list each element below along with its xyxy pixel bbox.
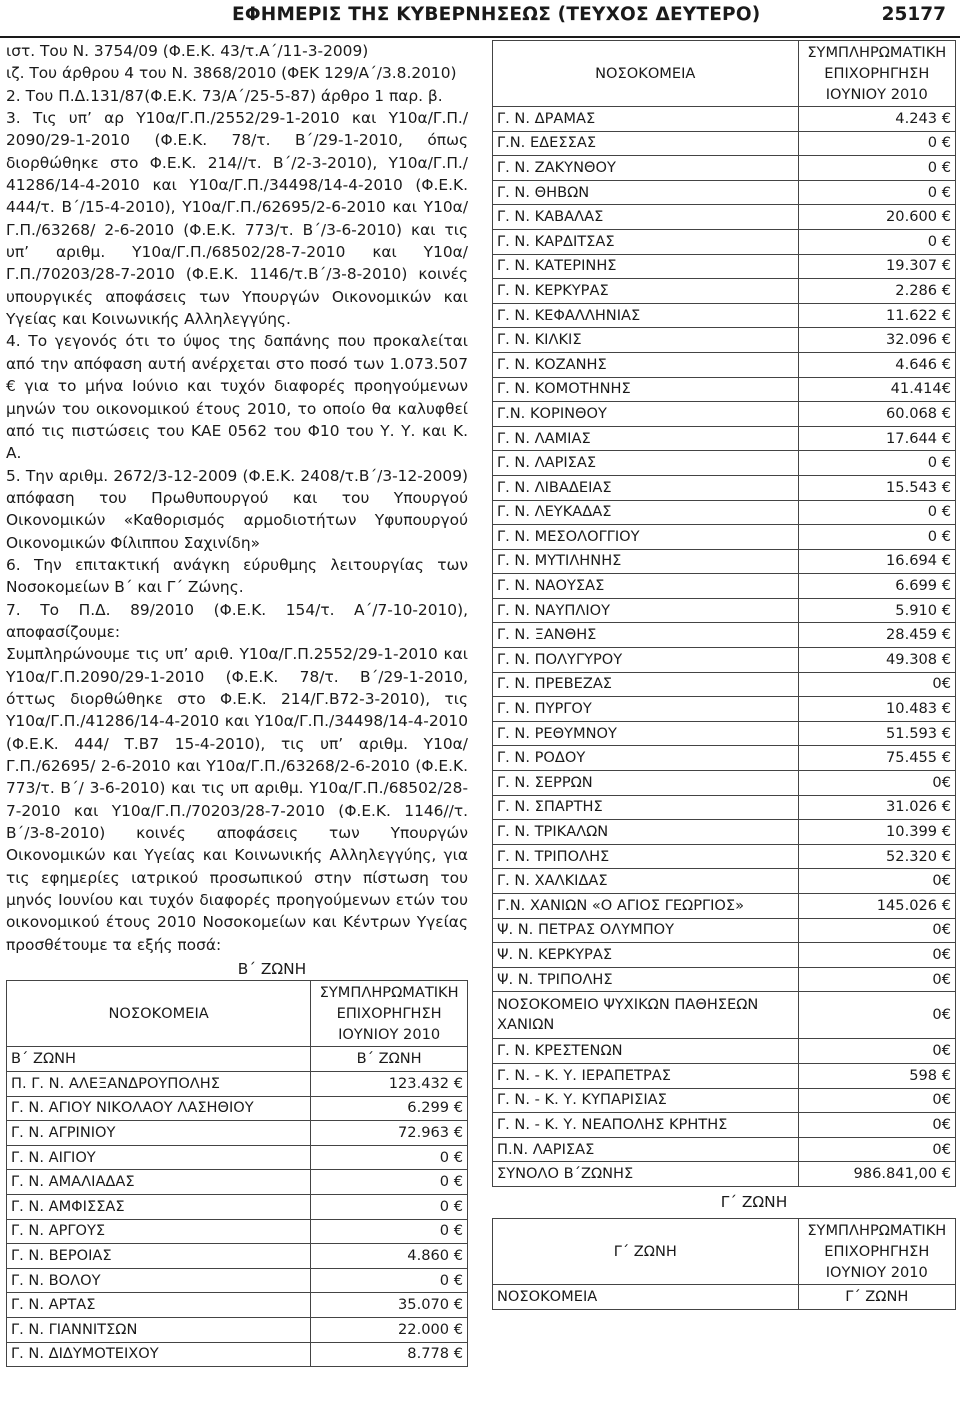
left-column bbox=[6, 40, 468, 1367]
zone-b-table-part2 bbox=[492, 40, 956, 1187]
paragraph: 7. Το Π.Δ. 89/2010 (Φ.Ε.Κ. 154/τ. Α΄/7-10-2010), αποφασίζουμε: bbox=[6, 600, 468, 641]
table-row bbox=[493, 918, 956, 943]
table-row bbox=[493, 180, 956, 205]
zone-b-table-part1 bbox=[6, 980, 468, 1367]
hospital-name: Γ. Ν. ΤΡΙΠΟΛΗΣ bbox=[493, 844, 799, 869]
hospital-name: Γ.Ν. ΚΟΡΙΝΘΟΥ bbox=[493, 402, 799, 427]
hospital-name: ΝΟΣΟΚΟΜΕΙΟ ΨΥΧΙΚΩΝ ΠΑΘΗΣΕΩΝ ΧΑΝΙΩΝ bbox=[493, 992, 799, 1039]
hospital-name: Γ. Ν. - Κ. Υ. ΚΥΠΑΡΙΣΙΑΣ bbox=[493, 1088, 799, 1113]
hospital-name: Γ. Ν. ΡΟΔΟΥ bbox=[493, 746, 799, 771]
right-column bbox=[492, 40, 956, 1310]
table-row bbox=[493, 229, 956, 254]
col-amount-header: ΣΥΜΠΛΗΡΩΜΑΤΙΚΗ ΕΠΙΧΟΡΗΓΗΣΗ ΙΟΥΝΙΟΥ 2010 bbox=[311, 981, 468, 1047]
col-zone-sub: Γ΄ ΖΩΝΗ bbox=[798, 1284, 955, 1309]
table-row bbox=[493, 943, 956, 968]
grant-amount: 11.622 € bbox=[798, 303, 955, 328]
table-row bbox=[493, 205, 956, 230]
hospital-name: Γ. Ν. ΣΕΡΡΩΝ bbox=[493, 771, 799, 796]
paragraph: 6. Την επιτακτική ανάγκη εύρυθμης λειτουργίας των Νοσοκομείων Β΄ και Γ΄ Ζώνης. bbox=[6, 555, 468, 597]
hospital-name: Γ. Ν. ΑΜΦΙΣΣΑΣ bbox=[7, 1195, 311, 1220]
hospital-name: Γ. Ν. ΠΥΡΓΟΥ bbox=[493, 697, 799, 722]
grant-amount: 28.459 € bbox=[798, 623, 955, 648]
table-row bbox=[7, 1195, 468, 1220]
hospital-name: Γ. Ν. ΛΑΜΙΑΣ bbox=[493, 426, 799, 451]
table-row bbox=[7, 1072, 468, 1097]
hospital-name: Γ. Ν. ΣΠΑΡΤΗΣ bbox=[493, 795, 799, 820]
table-header-row bbox=[7, 981, 468, 1047]
hospital-name: ΣΥΝΟΛΟ Β΄ΖΩΝΗΣ bbox=[493, 1162, 799, 1187]
table-subheader-row bbox=[7, 1047, 468, 1072]
page-header bbox=[0, 0, 960, 38]
table-row bbox=[7, 1317, 468, 1342]
grant-amount: 0€ bbox=[798, 1137, 955, 1162]
hospital-name: Ψ. Ν. ΤΡΙΠΟΛΗΣ bbox=[493, 967, 799, 992]
grant-amount: 15.543 € bbox=[798, 475, 955, 500]
grant-amount: 0 € bbox=[798, 156, 955, 181]
paragraph: ιζ. Του άρθρου 4 του Ν. 3868/2010 (ΦΕΚ 129/Α΄/3.8.2010) bbox=[6, 64, 457, 83]
hospital-name: Γ. Ν. ΑΙΓΙΟΥ bbox=[7, 1145, 311, 1170]
table-row bbox=[493, 402, 956, 427]
grant-amount: 123.432 € bbox=[311, 1072, 468, 1097]
grant-amount: 0 € bbox=[798, 180, 955, 205]
table-row bbox=[7, 1268, 468, 1293]
grant-amount: 0 € bbox=[311, 1219, 468, 1244]
table-row bbox=[493, 771, 956, 796]
grant-amount: 10.399 € bbox=[798, 820, 955, 845]
hospital-name: Γ. Ν. ΚΑΤΕΡΙΝΗΣ bbox=[493, 254, 799, 279]
table-row bbox=[493, 254, 956, 279]
table-row bbox=[493, 377, 956, 402]
hospital-name: Γ. Ν. ΖΑΚΥΝΘΟΥ bbox=[493, 156, 799, 181]
grant-amount: 49.308 € bbox=[798, 648, 955, 673]
table-row bbox=[7, 1170, 468, 1195]
page-number: 25177 bbox=[881, 4, 946, 25]
hospital-name: Ψ. Ν. ΚΕΡΚΥΡΑΣ bbox=[493, 943, 799, 968]
grant-amount: 0€ bbox=[798, 771, 955, 796]
table-row bbox=[7, 1244, 468, 1269]
table-row bbox=[493, 746, 956, 771]
paragraph: ιστ. Του Ν. 3754/09 (Φ.Ε.Κ. 43/τ.Α΄/11-3-2009) bbox=[6, 42, 369, 60]
hospital-name: Γ. Ν. ΛΑΡΙΣΑΣ bbox=[493, 451, 799, 476]
grant-amount: 0 € bbox=[311, 1170, 468, 1195]
table-row bbox=[493, 795, 956, 820]
grant-amount: 598 € bbox=[798, 1063, 955, 1088]
grant-amount: 0 € bbox=[798, 525, 955, 550]
table-header-row bbox=[493, 41, 956, 107]
hospital-name: Γ. Ν. ΘΗΒΩΝ bbox=[493, 180, 799, 205]
table-row bbox=[493, 844, 956, 869]
paragraph: 4. Το γεγονός ότι το ύψος της δαπάνης που προκαλείται από την απόφαση αυτή ανέρχεται στο ποσό των 1.073.507 € για το μήνα Ιούνιο και τυχόν διαφορές προηγούμενων μηνών του οικονομικού έτους 2010, το οποίο θα καλυφθεί από τις πιστώσεις του ΚΑΕ 0562 του Φ10 του Υ. Υ. και Κ. Α. bbox=[6, 332, 468, 463]
hospital-name: Γ. Ν. ΚΑΒΑΛΑΣ bbox=[493, 205, 799, 230]
gazette-title: ΕΦΗΜΕΡΙΣ ΤΗΣ ΚΥΒΕΡΝΗΣΕΩΣ (ΤΕΥΧΟΣ ΔΕΥΤΕΡΟ) bbox=[232, 4, 761, 25]
table-row bbox=[7, 1145, 468, 1170]
grant-amount: 0 € bbox=[311, 1268, 468, 1293]
grant-amount: 41.414€ bbox=[798, 377, 955, 402]
hospital-name: Γ. Ν. ΛΙΒΑΔΕΙΑΣ bbox=[493, 475, 799, 500]
hospital-name: Γ. Ν. - Κ. Υ. ΙΕΡΑΠΕΤΡΑΣ bbox=[493, 1063, 799, 1088]
hospital-name: Γ. Ν. ΠΡΕΒΕΖΑΣ bbox=[493, 672, 799, 697]
grant-amount: 5.910 € bbox=[798, 598, 955, 623]
grant-amount: 4.646 € bbox=[798, 352, 955, 377]
table-row bbox=[493, 475, 956, 500]
grant-amount: 0€ bbox=[798, 869, 955, 894]
table-row bbox=[7, 1293, 468, 1318]
hospital-name: Γ.Ν. ΧΑΝΙΩΝ «Ο ΑΓΙΟΣ ΓΕΩΡΓΙΟΣ» bbox=[493, 894, 799, 919]
hospital-name: Γ. Ν. ΚΑΡΔΙΤΣΑΣ bbox=[493, 229, 799, 254]
table-row bbox=[493, 1162, 956, 1187]
grant-amount: 0€ bbox=[798, 918, 955, 943]
hospital-name: Γ. Ν. ΔΡΑΜΑΣ bbox=[493, 107, 799, 132]
grant-amount: 0 € bbox=[798, 451, 955, 476]
grant-amount: 0 € bbox=[311, 1145, 468, 1170]
hospital-name: Γ. Ν. ΑΡΤΑΣ bbox=[7, 1293, 311, 1318]
grant-amount: 6.699 € bbox=[798, 574, 955, 599]
hospital-name: Γ. Ν. ΝΑΟΥΣΑΣ bbox=[493, 574, 799, 599]
hospital-name: Γ. Ν. ΚΕΦΑΛΛΗΝΙΑΣ bbox=[493, 303, 799, 328]
table-row bbox=[493, 869, 956, 894]
grant-amount: 35.070 € bbox=[311, 1293, 468, 1318]
sub-zone-right: Β΄ ΖΩΝΗ bbox=[311, 1047, 468, 1072]
table-row bbox=[493, 328, 956, 353]
hospital-name: Γ. Ν. ΚΕΡΚΥΡΑΣ bbox=[493, 279, 799, 304]
table-row bbox=[493, 549, 956, 574]
grant-amount: 0€ bbox=[798, 992, 955, 1039]
grant-amount: 17.644 € bbox=[798, 426, 955, 451]
table-row bbox=[493, 894, 956, 919]
hospital-name: Π. Γ. Ν. ΑΛΕΞΑΝΔΡΟΥΠΟΛΗΣ bbox=[7, 1072, 311, 1097]
table-row bbox=[493, 623, 956, 648]
grant-amount: 4.243 € bbox=[798, 107, 955, 132]
grant-amount: 72.963 € bbox=[311, 1121, 468, 1146]
col-hospitals-header: ΝΟΣΟΚΟΜΕΙΑ bbox=[493, 1284, 799, 1309]
table-row bbox=[493, 525, 956, 550]
col-zone-header: Γ΄ ΖΩΝΗ bbox=[493, 1218, 799, 1284]
grant-amount: 0€ bbox=[798, 1113, 955, 1138]
hospital-name: Γ. Ν. ΡΕΘΥΜΝΟΥ bbox=[493, 721, 799, 746]
hospital-name: Γ. Ν. ΑΓΙΟΥ ΝΙΚΟΛΑΟΥ ΛΑΣΗΘΙΟΥ bbox=[7, 1096, 311, 1121]
hospital-name: Γ. Ν. ΓΙΑΝΝΙΤΣΩΝ bbox=[7, 1317, 311, 1342]
hospital-name: Π.Ν. ΛΑΡΙΣΑΣ bbox=[493, 1137, 799, 1162]
grant-amount: 19.307 € bbox=[798, 254, 955, 279]
grant-amount: 75.455 € bbox=[798, 746, 955, 771]
grant-amount: 0€ bbox=[798, 1039, 955, 1064]
hospital-name: Γ. Ν. ΛΕΥΚΑΔΑΣ bbox=[493, 500, 799, 525]
grant-amount: 60.068 € bbox=[798, 402, 955, 427]
hospital-name: Γ. Ν. ΠΟΛΥΓΥΡΟΥ bbox=[493, 648, 799, 673]
grant-amount: 0€ bbox=[798, 943, 955, 968]
body-text bbox=[6, 40, 468, 956]
hospital-name: Γ. Ν. ΚΙΛΚΙΣ bbox=[493, 328, 799, 353]
grant-amount: 0 € bbox=[311, 1195, 468, 1220]
table-row bbox=[493, 303, 956, 328]
table-row bbox=[493, 156, 956, 181]
table-row bbox=[7, 1121, 468, 1146]
hospital-name: Γ. Ν. ΒΟΛΟΥ bbox=[7, 1268, 311, 1293]
grant-amount: 51.593 € bbox=[798, 721, 955, 746]
grant-amount: 986.841,00 € bbox=[798, 1162, 955, 1187]
table-header-row bbox=[493, 1218, 956, 1284]
hospital-name: Γ. Ν. ΑΡΓΟΥΣ bbox=[7, 1219, 311, 1244]
hospital-name: Ψ. Ν. ΠΕΤΡΑΣ ΟΛΥΜΠΟΥ bbox=[493, 918, 799, 943]
grant-amount: 0 € bbox=[798, 131, 955, 156]
grant-amount: 8.778 € bbox=[311, 1342, 468, 1367]
paragraph: 2. Του Π.Δ.131/87(Φ.Ε.Κ. 73/Α΄/25-5-87) άρθρο 1 παρ. β. bbox=[6, 86, 443, 105]
table-row bbox=[493, 131, 956, 156]
col-amount-header: ΣΥΜΠΛΗΡΩΜΑΤΙΚΗ ΕΠΙΧΟΡΗΓΗΣΗ ΙΟΥΝΙΟΥ 2010 bbox=[798, 1218, 955, 1284]
table-row bbox=[493, 279, 956, 304]
table-row bbox=[493, 1137, 956, 1162]
paragraph: 5. Την αριθμ. 2672/3-12-2009 (Φ.Ε.Κ. 2408/τ.Β΄/3-12-2009) απόφαση του Πρωθυπουργού και του Υπουργού Οικονομικών «Καθορισμός αρμοδιοτήτων Υφυπουργού Οικονομικών Φίλιππου Σαχινίδη» bbox=[6, 466, 468, 552]
table-row bbox=[493, 1063, 956, 1088]
hospital-name: Γ. Ν. ΚΡΕΣΤΕΝΩΝ bbox=[493, 1039, 799, 1064]
table-row bbox=[493, 672, 956, 697]
table-row bbox=[493, 451, 956, 476]
hospital-name: Γ. Ν. ΚΟΜΟΤΗΝΗΣ bbox=[493, 377, 799, 402]
grant-amount: 0€ bbox=[798, 672, 955, 697]
table-row bbox=[493, 820, 956, 845]
zone-b-title: Β΄ ΖΩΝΗ bbox=[237, 960, 307, 979]
table-row bbox=[493, 1113, 956, 1138]
hospital-name: Γ. Ν. ΔΙΔΥΜΟΤΕΙΧΟΥ bbox=[7, 1342, 311, 1367]
table-row bbox=[493, 1039, 956, 1064]
table-row bbox=[493, 574, 956, 599]
hospital-name: Γ. Ν. ΞΑΝΘΗΣ bbox=[493, 623, 799, 648]
grant-amount: 0€ bbox=[798, 967, 955, 992]
col-hospitals-header: ΝΟΣΟΚΟΜΕΙΑ bbox=[493, 41, 799, 107]
grant-amount: 20.600 € bbox=[798, 205, 955, 230]
grant-amount: 32.096 € bbox=[798, 328, 955, 353]
table-row bbox=[7, 1342, 468, 1367]
grant-amount: 31.026 € bbox=[798, 795, 955, 820]
grant-amount: 22.000 € bbox=[311, 1317, 468, 1342]
paragraph: Συμπληρώνουμε τις υπ’ αριθ. Υ10α/Γ.Π.2552/29-1-2010 και Υ10α/Γ.Π.2090/29-1-2010 (Φ.Ε.Κ. 78/τ. Β΄/29-1-2010, όττως διορθώθηκε στο Φ.Ε.Κ. 214/Γ.Β72-3-2010), τις Υ10α/Γ.Π./41286/14-4-2010 και Υ10α/Γ.Π./34498/14-4-2010 (Φ.Ε.Κ. 444/ Τ.Β7 15-4-2010), τις υπ’ αριθμ. Υ10α/Γ.Π./62695/ 2-6-2010 και Υ10α/Γ.Π./63268/2-6-2010 (Φ.Ε.Κ. 773/τ. Β΄/ 3-6-2010) και τις υπ αριθμ. Υ10α/Γ.Π./68502/28-7-2010 και Υ10α/Γ.Π./70203/28-7-2010 (Φ.Ε.Κ. 1146//τ. Β΄/3-8-2010) κοινές αποφάσεις των Υπουργών Οικονομικών και Υγείας και Κοινωνικής Αλληλεγγύης, για τις εφημερίες ιατρικού προσωπικού στην πίστωση του μηνός Ιουνίου και τυχόν διαφορές προηγούμενων ετών του οικονομικού έτους 2010 Νοσοκομείων και Κέντρων Υγείας προσθέτουμε τα εξής ποσά: bbox=[6, 645, 468, 954]
table-row bbox=[493, 967, 956, 992]
table-row bbox=[493, 107, 956, 132]
hospital-name: Γ. Ν. ΝΑΥΠΛΙΟΥ bbox=[493, 598, 799, 623]
grant-amount: 10.483 € bbox=[798, 697, 955, 722]
hospital-name: Γ. Ν. ΜΥΤΙΛΗΝΗΣ bbox=[493, 549, 799, 574]
hospital-name: Γ. Ν. ΤΡΙΚΑΛΩΝ bbox=[493, 820, 799, 845]
hospital-name: Γ. Ν. ΒΕΡΟΙΑΣ bbox=[7, 1244, 311, 1269]
zone-c-title: Γ΄ ΖΩΝΗ bbox=[720, 1192, 788, 1211]
hospital-name: Γ. Ν. ΑΓΡΙΝΙΟΥ bbox=[7, 1121, 311, 1146]
table-row bbox=[493, 721, 956, 746]
hospital-name: Γ. Ν. ΑΜΑΛΙΑΔΑΣ bbox=[7, 1170, 311, 1195]
col-hospitals-header: ΝΟΣΟΚΟΜΕΙΑ bbox=[7, 981, 311, 1047]
grant-amount: 0€ bbox=[798, 1088, 955, 1113]
hospital-name: Γ. Ν. - Κ. Υ. ΝΕΑΠΟΛΗΣ ΚΡΗΤΗΣ bbox=[493, 1113, 799, 1138]
grant-amount: 16.694 € bbox=[798, 549, 955, 574]
table-row bbox=[493, 500, 956, 525]
grant-amount: 6.299 € bbox=[311, 1096, 468, 1121]
grant-amount: 145.026 € bbox=[798, 894, 955, 919]
sub-zone-left: Β΄ ΖΩΝΗ bbox=[7, 1047, 311, 1072]
hospital-name: Γ.Ν. ΕΔΕΣΣΑΣ bbox=[493, 131, 799, 156]
table-row bbox=[493, 1088, 956, 1113]
table-row bbox=[493, 426, 956, 451]
table-row bbox=[493, 352, 956, 377]
table-row bbox=[7, 1219, 468, 1244]
hospital-name: Γ. Ν. ΜΕΣΟΛΟΓΓΙΟΥ bbox=[493, 525, 799, 550]
grant-amount: 52.320 € bbox=[798, 844, 955, 869]
grant-amount: 2.286 € bbox=[798, 279, 955, 304]
table-row bbox=[493, 598, 956, 623]
paragraph: 3. Τις υπ’ αρ Υ10α/Γ.Π./2552/29-1-2010 και Υ10α/Γ.Π./ 2090/29-1-2010 (Φ.Ε.Κ. 78/τ. Β΄/29-1-2010, όπως διορθώθηκε στο Φ.Ε.Κ. 214//τ. Β΄/2-3-2010), Υ10α/Γ.Π./ 41286/14-4-2010 και Υ10α/Γ.Π./34498/14-4-2010 (Φ.Ε.Κ. 444/τ. Β΄/15-4-2010), Υ10α/Γ.Π./62695/2-6-2010 και Υ10α/Γ.Π./63268/ 2-6-2010 (Φ.Ε.Κ. 773/τ. Β΄/3-6-2010) και τις υπ’ αριθμ. Υ10α/Γ.Π./68502/28-7-2010 και Υ10α/Γ.Π./70203/28-7-2010 (Φ.Ε.Κ. 1146/τ.Β΄/3-8-2010) κοινές υπουργικές αποφάσεις των Υπουργών Οικονομικών και Υγείας και Κοινωνικής Αλληλεγγύης. bbox=[6, 109, 468, 329]
table-row bbox=[493, 648, 956, 673]
grant-amount: 4.860 € bbox=[311, 1244, 468, 1269]
hospital-name: Γ. Ν. ΚΟΖΑΝΗΣ bbox=[493, 352, 799, 377]
table-subheader-row bbox=[493, 1284, 956, 1309]
col-amount-header: ΣΥΜΠΛΗΡΩΜΑΤΙΚΗ ΕΠΙΧΟΡΗΓΗΣΗ ΙΟΥΝΙΟΥ 2010 bbox=[798, 41, 955, 107]
table-row bbox=[493, 992, 956, 1039]
grant-amount: 0 € bbox=[798, 500, 955, 525]
hospital-name: Γ. Ν. ΧΑΛΚΙΔΑΣ bbox=[493, 869, 799, 894]
table-row bbox=[493, 697, 956, 722]
table-row bbox=[7, 1096, 468, 1121]
grant-amount: 0 € bbox=[798, 229, 955, 254]
zone-c-table bbox=[492, 1218, 956, 1310]
